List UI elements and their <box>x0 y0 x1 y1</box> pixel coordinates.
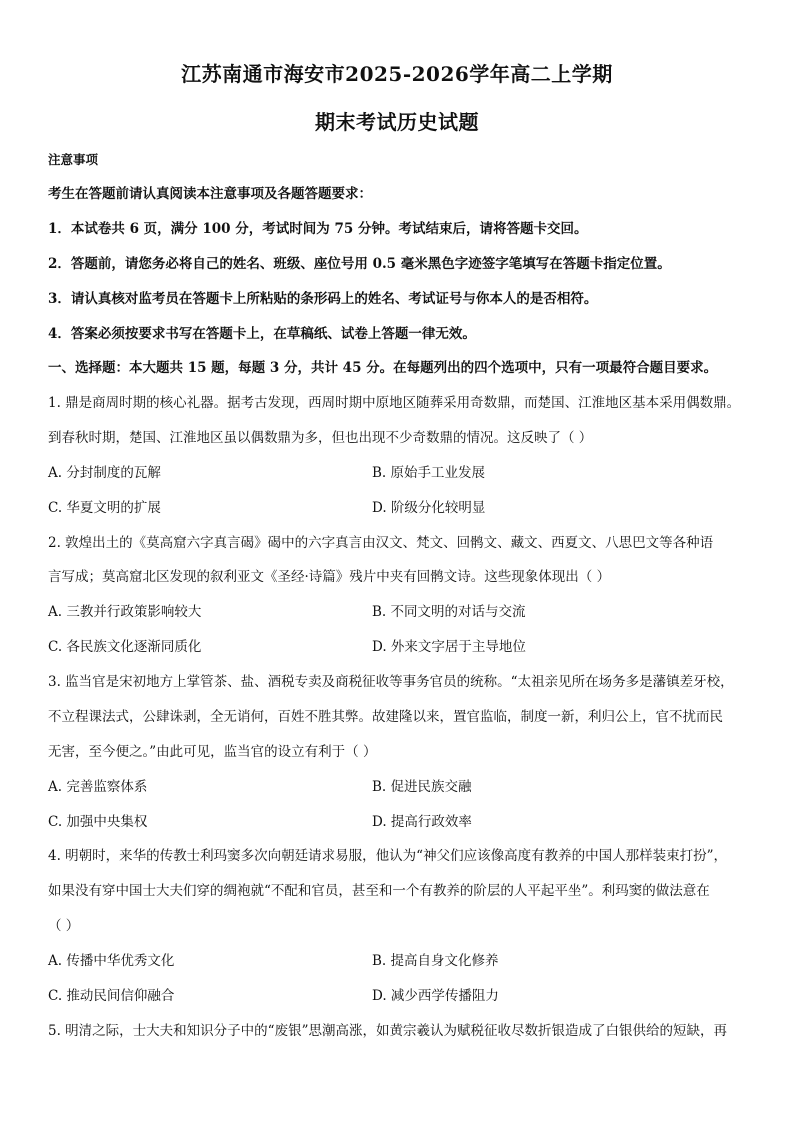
question-4-line-2: 如果没有穿中国士大夫们穿的绸袍就“不配和官员，甚至和一个有教养的阶层的人平起平坐”。利玛窦的做法意在 <box>48 883 710 899</box>
question-3-option-b: B. 促进民族交融 <box>372 779 472 795</box>
question-3-line-3: 无害，至今便之。”由此可见，监当官的设立有利于（ ） <box>48 744 377 760</box>
question-2-line-1: 2. 敦煌出土的《莫高窟六字真言碣》碣中的六字真言由汉文、梵文、回鹘文、藏文、西夏文、八思巴文等各种语 <box>48 535 714 551</box>
question-4-option-b: B. 提高自身文化修养 <box>372 953 499 969</box>
exam-title-line1: 江苏南通市海安市2025-2026学年高二上学期 <box>181 62 613 86</box>
question-5-line-1: 5. 明清之际，士大夫和知识分子中的“废银”思潮高涨，如黄宗羲认为赋税征收尽数折银造成了白银供给的短缺，再 <box>48 1023 727 1039</box>
question-4-line-3: （ ） <box>48 918 80 934</box>
question-4-option-c: C. 推动民间信仰融合 <box>48 988 175 1004</box>
question-3-line-1: 3. 监当官是宋初地方上掌管茶、盐、酒税专卖及商税征收等事务官员的统称。“太祖亲见所在场务多是藩镇差牙校， <box>48 674 734 690</box>
question-3-option-d: D. 提高行政效率 <box>372 814 472 830</box>
notice-item-1: 1．本试卷共 6 页，满分 100 分，考试时间为 75 分钟。考试结束后，请将答题卡交回。 <box>48 221 588 237</box>
section-heading: 一、选择题：本大题共 15 题，每题 3 分，共计 45 分。在每题列出的四个选项中，只有一项最符合题目要求。 <box>48 360 718 376</box>
question-4-option-d: D. 减少西学传播阻力 <box>372 988 499 1004</box>
question-1-option-d: D. 阶级分化较明显 <box>372 500 486 516</box>
question-2-option-b: B. 不同文明的对话与交流 <box>372 604 526 620</box>
question-1-option-c: C. 华夏文明的扩展 <box>48 500 161 516</box>
question-2-line-2: 言写成；莫高窟北区发现的叙利亚文《圣经·诗篇》残片中夹有回鹘文诗。这些现象体现出（ ） <box>48 569 611 585</box>
exam-title-line2: 期末考试历史试题 <box>315 110 479 134</box>
question-1-line-1: 1. 鼎是商周时期的核心礼器。据考古发现，西周时期中原地区随葬采用奇数鼎，而楚国、江淮地区基本采用偶数鼎。 <box>48 395 741 411</box>
question-1-line-2: 到春秋时期，楚国、江淮地区虽以偶数鼎为多，但也出现不少奇数鼎的情况。这反映了（ ） <box>48 430 593 446</box>
question-1-option-b: B. 原始手工业发展 <box>372 465 486 481</box>
notice-item-2: 2．答题前，请您务必将自己的姓名、班级、座位号用 0.5 毫米黑色字迹签字笔填写在答题卡指定位置。 <box>48 256 671 272</box>
notice-item-3: 3．请认真核对监考员在答题卡上所粘贴的条形码上的姓名、考试证号与你本人的是否相符。 <box>48 291 598 307</box>
question-2-option-c: C. 各民族文化逐渐同质化 <box>48 639 202 655</box>
notice-item-4: 4．答案必须按要求书写在答题卡上，在草稿纸、试卷上答题一律无效。 <box>48 326 476 342</box>
question-2-option-d: D. 外来文字居于主导地位 <box>372 639 526 655</box>
question-3-line-2: 不立程课法式，公肆诛剥，全无诮何，百姓不胜其弊。故建隆以来，置官监临，制度一新，利归公上，官不扰而民 <box>48 709 723 725</box>
question-4-option-a: A. 传播中华优秀文化 <box>48 953 175 969</box>
question-3-option-c: C. 加强中央集权 <box>48 814 148 830</box>
question-4-line-1: 4. 明朝时，来华的传教士利玛窦多次向朝廷请求易服，他认为“神父们应该像高度有教养的中国人那样装束打扮”， <box>48 848 727 864</box>
question-1-option-a: A. 分封制度的瓦解 <box>48 465 161 481</box>
question-3-option-a: A. 完善监察体系 <box>48 779 148 795</box>
notice-heading: 注意事项 <box>48 152 99 167</box>
notice-intro: 考生在答题前请认真阅读本注意事项及各题答题要求： <box>48 186 372 202</box>
question-2-option-a: A. 三教并行政策影响较大 <box>48 604 202 620</box>
